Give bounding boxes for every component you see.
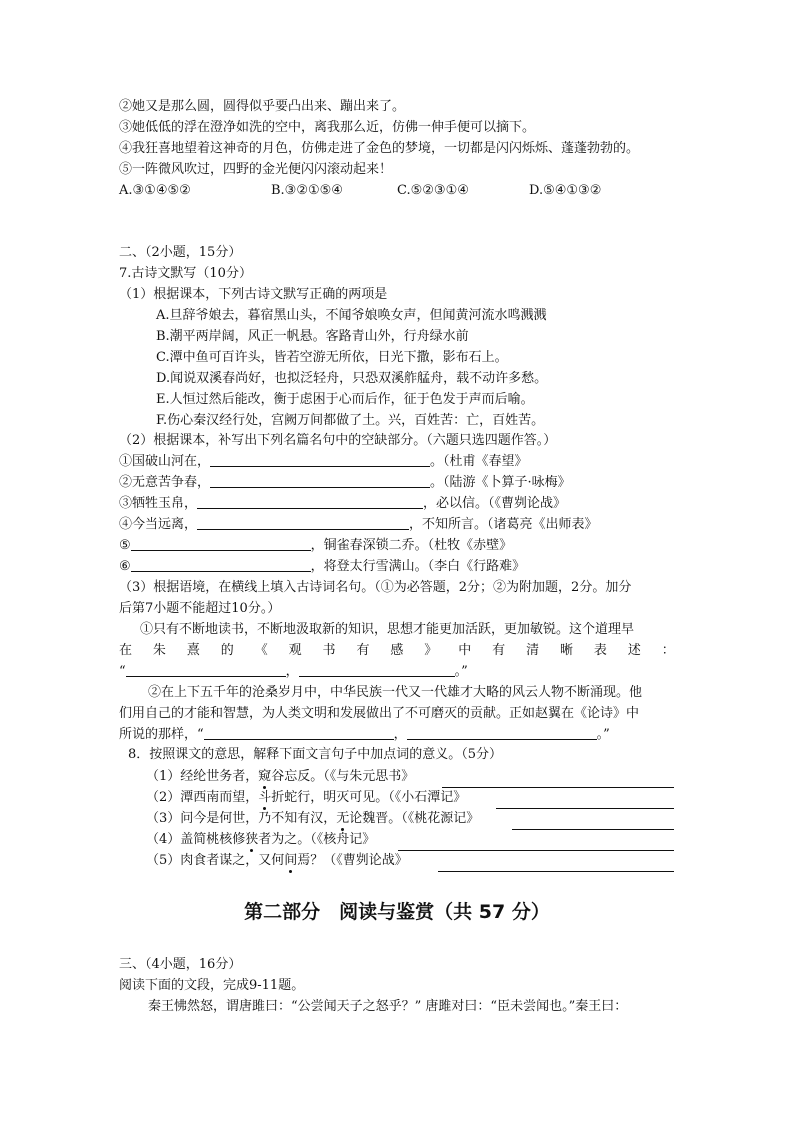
answer-blank[interactable] <box>131 557 311 572</box>
q7-1-option-c: C.潭中鱼可百许头，皆若空游无所依，日光下撒，影布石上。 <box>156 350 508 365</box>
q8-item-3: （3）问今是何世，乃不知有汉，无论魏晋。（《桃花源记》 <box>146 811 480 826</box>
answer-blank[interactable] <box>197 515 409 530</box>
fill-item-4: ④今当远离， ，不知所言。（诸葛亮《出师表》 <box>119 517 598 532</box>
passage-text: 秦王怫然怒，谓唐雎曰：“公尝闻天子之怒乎？” 唐雎对曰：“臣未尝闻也。”秦王曰： <box>148 999 628 1014</box>
context-2-line2: 们用自己的才能和智慧，为人类文明和发展做出了不可磨灭的贡献。正如赵翼在《论诗》中 <box>119 706 640 721</box>
fill-item-6: ⑥ ，将登太行雪满山。（李白《行路难》 <box>119 559 526 574</box>
q7-3-prompt-line2: 后第7小题不能超过10分。） <box>119 601 281 616</box>
answer-blank[interactable] <box>407 725 597 740</box>
section-3-intro: 阅读下面的文段，完成9-11题。 <box>119 978 305 993</box>
sentence-2: ②她又是那么圆，圆得似乎要凸出来、蹦出来了。 <box>119 99 406 114</box>
q7-1-option-e: E.人恒过然后能改，衡于虑困于心而后作，征于色发于声而后喻。 <box>156 392 534 407</box>
section-2-title: 二、（2小题，15分） <box>119 245 242 260</box>
answer-blank[interactable] <box>197 494 423 509</box>
q8-item-5: （5）肉食者谋之，又何间焉？（《曹刿论战》 <box>146 853 408 868</box>
q8-item-4: （4）盖简桃核修狭者为之。（《核舟记》 <box>146 832 376 847</box>
context-1-answer: “ ， 。” <box>119 664 468 679</box>
answer-blank[interactable] <box>512 815 674 830</box>
fill-item-2: ②无意苦争春， 。（陆游《卜算子·咏梅》 <box>119 475 571 490</box>
answer-blank[interactable] <box>299 662 455 677</box>
section-3-title: 三、（4小题，16分） <box>119 957 242 972</box>
option-a: A.③①④⑤② <box>119 183 191 198</box>
q8-title: 8．按照课文的意思，解释下面文言句子中加点词的意义。（5分） <box>128 747 503 762</box>
answer-blank[interactable] <box>442 773 674 788</box>
q7-1-option-b: B.潮平两岸阔，风正一帆悬。客路青山外，行舟绿水前 <box>156 329 469 344</box>
context-2-answer: 所说的那样，“ ， 。” <box>119 727 610 742</box>
sentence-5: ⑤一阵微风吹过，四野的金光便闪闪滚动起来！ <box>119 162 393 177</box>
part-2-heading: 第二部分 阅读与鉴赏（共 57 分） <box>244 901 550 923</box>
answer-blank[interactable] <box>398 836 674 851</box>
option-b: B.③②①⑤④ <box>271 183 343 198</box>
fill-item-5: ⑤ ，铜雀春深锁二乔。（杜牧《赤壁》 <box>119 538 513 553</box>
option-c: C.⑤②③①④ <box>397 183 469 198</box>
answer-blank[interactable] <box>204 725 394 740</box>
fill-item-1: ①国破山河在， 。（杜甫《春望》 <box>119 454 528 469</box>
q7-1-option-f: F.伤心秦汉经行处，宫阙万间都做了土。兴，百姓苦：亡，百姓苦。 <box>156 413 545 428</box>
q7-1-option-d: D.闻说双溪春尚好，也拟泛轻舟，只恐双溪舴艋舟，载不动许多愁。 <box>156 371 548 386</box>
context-2-line1: ②在上下五千年的沧桑岁月中，中华民族一代又一代雄才大略的风云人物不断涌现。他 <box>148 685 643 700</box>
answer-blank[interactable] <box>438 857 674 872</box>
fill-item-3: ③牺牲玉帛， ，必以信。（《曹刿论战》 <box>119 496 567 511</box>
context-1-line2: 在 朱 熹 的 《 观 书 有 感 》 中 有 清 晰 表 述 ： <box>119 643 675 658</box>
answer-blank[interactable] <box>131 536 311 551</box>
q7-1-option-a: A.旦辞爷娘去，暮宿黑山头，不闻爷娘唤女声，但闻黄河流水鸣溅溅 <box>156 308 547 323</box>
context-1-line1: ①只有不断地读书，不断地汲取新的知识，思想才能更加活跃，更加敏锐。这个道理早 <box>140 622 635 637</box>
q8-item-2: （2）潭西南而望，斗折蛇行，明灭可见。（《小石潭记》 <box>146 790 467 805</box>
sentence-3: ③她低低的浮在澄净如洗的空中，离我那么近，仿佛一伸手便可以摘下。 <box>119 120 536 135</box>
option-d: D.⑤④①③② <box>529 183 602 198</box>
q8-item-1: （1）经纶世务者，窥谷忘反。（《与朱元思书》 <box>146 769 415 784</box>
q7-1-prompt: （1）根据课本，下列古诗文默写正确的两项是 <box>119 287 388 302</box>
answer-blank[interactable] <box>126 662 286 677</box>
q7-title: 7.古诗文默写（10分） <box>119 266 252 281</box>
answer-blank[interactable] <box>496 794 674 809</box>
sentence-4: ④我狂喜地望着这神奇的月色，仿佛走进了金色的梦境，一切都是闪闪烁烁、蓬蓬勃勃的。 <box>119 141 640 156</box>
q7-3-prompt-line1: （3）根据语境，在横线上填入古诗词名句。（①为必答题，2分；②为附加题，2分。加分 <box>119 580 632 595</box>
answer-blank[interactable] <box>210 473 430 488</box>
q7-2-prompt: （2）根据课本，补写出下列名篇名句中的空缺部分。（六题只选四题作答。） <box>119 433 557 448</box>
answer-blank[interactable] <box>210 452 430 467</box>
